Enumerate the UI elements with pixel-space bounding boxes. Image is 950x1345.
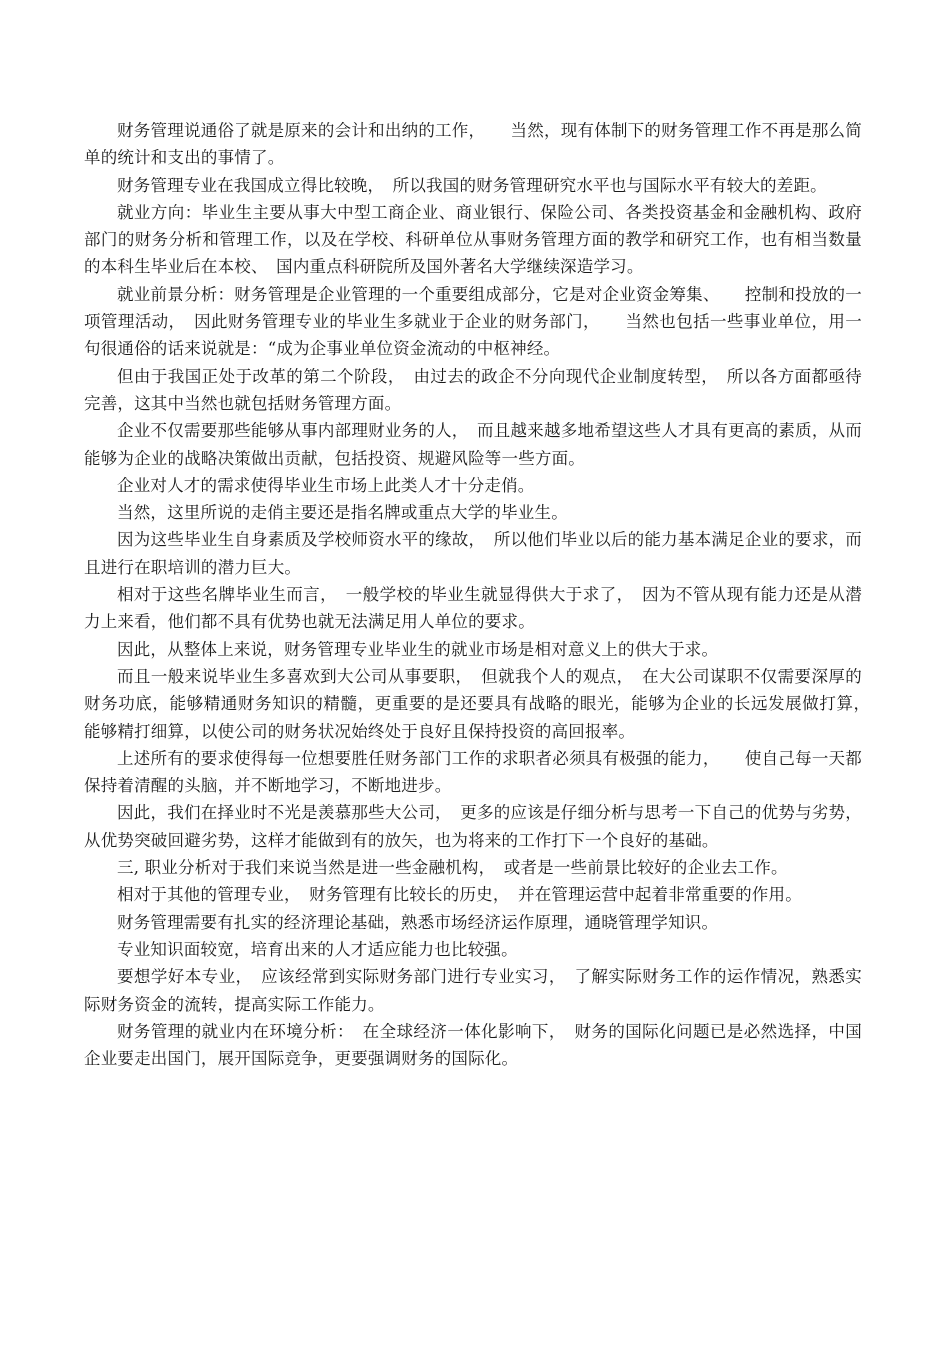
paragraph: 就业前景分析：财务管理是企业管理的一个重要组成部分，它是对企业资金筹集、 控制和投放的一项管理活动， 因此财务管理专业的毕业生多就业于企业的财务部门， 当然也包括一些事业单位，用一句很通俗的话来说就是：“成为企事业单位资金流动的中枢神经。 (84, 284, 862, 359)
paragraph: 专业知识面较宽，培育出来的人才适应能力也比较强。 (117, 939, 518, 959)
paragraph: 要想学好本专业， 应该经常到实际财务部门进行专业实习， 了解实际财务工作的运作情况，熟悉实际财务资金的流转，提高实际工作能力。 (84, 967, 862, 1014)
paragraph: 因此，从整体上来说，财务管理专业毕业生的就业市场是相对意义上的供大于求。 (117, 639, 719, 659)
paragraph: 财务管理说通俗了就是原来的会计和出纳的工作， 当然，现有体制下的财务管理工作不再是那么简单的统计和支出的事情了。 (84, 121, 862, 168)
paragraph: 因为这些毕业生自身素质及学校师资水平的缘故， 所以他们毕业以后的能力基本满足企业的要求，而且进行在职培训的潜力巨大。 (84, 530, 862, 577)
paragraph: 而且一般来说毕业生多喜欢到大公司从事要职， 但就我个人的观点， 在大公司谋职不仅需要深厚的财务功底，能够精通财务知识的精髓，更重要的是还要具有战略的眼光，能够为企业的长远发展做打算， 能够精打细算，以使公司的财务状况始终处于良好且保持投资的高回报率。 (84, 666, 879, 741)
paragraph: 财务管理的就业内在环境分析： 在全球经济一体化影响下， 财务的国际化问题已是必然选择，中国企业要走出国门，展开国际竞争，更要强调财务的国际化。 (84, 1021, 862, 1069)
paragraph: 相对于这些名牌毕业生而言， 一般学校的毕业生就显得供大于求了， 因为不管从现有能力还是从潜力上来看，他们都不具有优势也就无法满足用人单位的要求。 (84, 585, 862, 632)
paragraph: 企业对人才的需求使得毕业生市场上此类人才十分走俏。 (117, 475, 535, 495)
paragraph: 就业方向：毕业生主要从事大中型工商企业、商业银行、保险公司、各类投资基金和金融机构、政府部门的财务分析和管理工作，以及在学校、科研单位从事财务管理方面的教学和研究工作，也有相当数量的本科生毕业后在本校、 国内重点科研院所及国外著名大学继续深造学习。 (84, 202, 862, 277)
paragraph: 当然，这里所说的走俏主要还是指名牌或重点大学的毕业生。 (117, 503, 568, 523)
paragraph: 财务管理需要有扎实的经济理论基础，熟悉市场经济运作原理，通晓管理学知识。 (117, 912, 719, 932)
paragraph: 企业不仅需要那些能够从事内部理财业务的人， 而且越来越多地希望这些人才具有更高的素质，从而能够为企业的战略决策做出贡献，包括投资、规避风险等一些方面。 (84, 421, 862, 468)
paragraph: 财务管理专业在我国成立得比较晚， 所以我国的财务管理研究水平也与国际水平有较大的差距。 (117, 175, 827, 195)
paragraph: 上述所有的要求使得每一位想要胜任财务部门工作的求职者必须具有极强的能力， 使自己每一天都保持着清醒的头脑，并不断地学习，不断地进步。 (84, 748, 862, 796)
paragraph: 相对于其他的管理专业， 财务管理有比较长的历史， 并在管理运营中起着非常重要的作用。 (117, 885, 802, 905)
paragraph: 因此，我们在择业时不光是羡慕那些大公司， 更多的应该是仔细分析与思考一下自己的优势与劣势，从优势突破回避劣势，这样才能做到有的放矢，也为将来的工作打下一个良好的基础。 (84, 803, 862, 850)
paragraph: 但由于我国正处于改革的第二个阶段， 由过去的政企不分向现代企业制度转型， 所以各方面都亟待完善，这其中当然也就包括财务管理方面。 (84, 366, 862, 413)
paragraph: 三, 职业分析对于我们来说当然是进一些金融机构， 或者是一些前景比较好的企业去工作。 (117, 858, 788, 878)
